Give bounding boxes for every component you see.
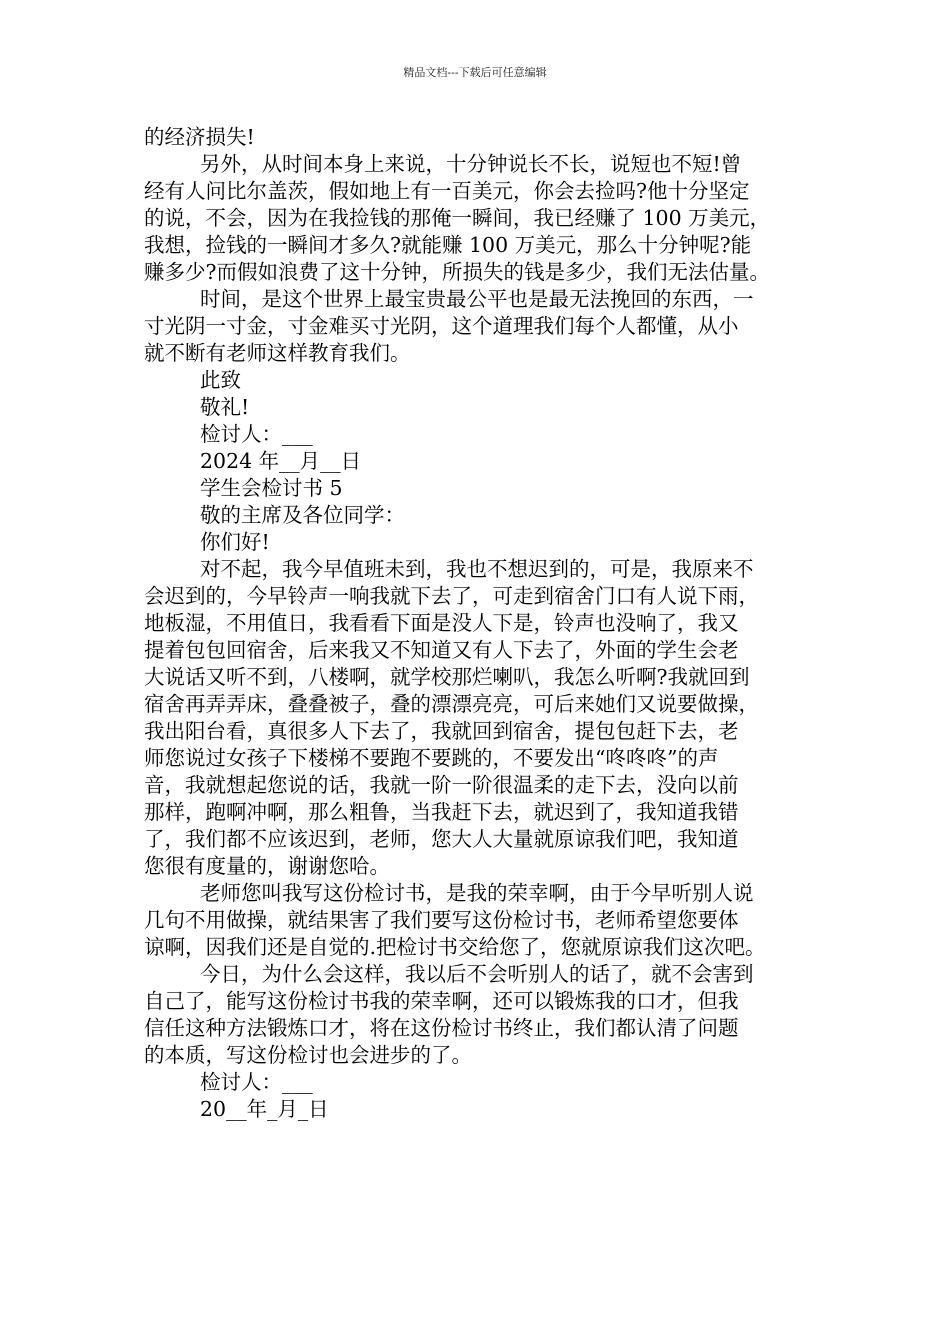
text-line: 另外，从时间本身上来说，十分钟说长不长，说短也不短!曾 <box>200 152 742 176</box>
text-line: 提着包包回宿舍，后来我又不知道又有人下去了，外面的学生会老 <box>144 638 739 662</box>
text-line: 检讨人：___ <box>200 1070 313 1094</box>
text-line: 大说话又听不到，八楼啊，就学校那烂喇叭，我怎么听啊?我就回到 <box>144 665 750 689</box>
text-line: 的经济损失! <box>144 125 255 149</box>
text-line: 敬的主席及各位同学： <box>200 503 405 527</box>
text-line: 我出阳台看，真很多人下去了，我就回到宿舍，提包包赶下去，老 <box>144 719 739 743</box>
text-line: 时间，是这个世界上最宝贵最公平也是最无法挽回的东西，一 <box>200 287 754 311</box>
text-line: 您很有度量的，谢谢您哈。 <box>144 854 390 878</box>
text-line: 几句不用做操，就结果害了我们要写这份检讨书，老师希望您要体 <box>144 908 739 932</box>
text-line: 那样，跑啊冲啊，那么粗鲁，当我赶下去，就迟到了，我知道我错 <box>144 800 739 824</box>
text-line: 的说，不会，因为在我捡钱的那俺一瞬间，我已经赚了 100 万美元， <box>144 206 771 230</box>
text-line: 此致 <box>200 368 241 392</box>
text-line: 20__年_月_日 <box>200 1097 329 1121</box>
page-header: 精品文档---下载后可任意编辑 <box>403 66 547 79</box>
text-line: 谅啊，因我们还是自觉的.把检讨书交给您了，您就原谅我们这次吧。 <box>144 935 766 959</box>
text-line: 你们好! <box>200 530 270 554</box>
text-line: 了，我们都不应该迟到，老师，您大人大量就原谅我们吧，我知道 <box>144 827 739 851</box>
text-line: 会迟到的，今早铃声一响我就下去了，可走到宿舍门口有人说下雨， <box>144 584 759 608</box>
text-line: 经有人问比尔盖茨，假如地上有一百美元，你会去捡吗?他十分坚定 <box>144 179 750 203</box>
text-line: 寸光阴一寸金，寸金难买寸光阴，这个道理我们每个人都懂，从小 <box>144 314 739 338</box>
text-line: 地板湿，不用值日，我看看下面是没人下是，铃声也没响了，我又 <box>144 611 739 635</box>
text-line: 信任这种方法锻炼口才，将在这份检讨书终止，我们都认清了问题 <box>144 1016 739 1040</box>
text-line: 检讨人：___ <box>200 422 313 446</box>
text-line: 今日，为什么会这样，我以后不会听别人的话了，就不会害到 <box>200 962 754 986</box>
text-line: 自己了，能写这份检讨书我的荣幸啊，还可以锻炼我的口才，但我 <box>144 989 739 1013</box>
text-line: 赚多少?而假如浪费了这十分钟，所损失的钱是多少，我们无法估量。 <box>144 260 770 284</box>
text-line: 宿舍再弄弄床，叠叠被子，叠的漂漂亮亮，可后来她们又说要做操， <box>144 692 759 716</box>
text-line: 2024 年__月__日 <box>200 449 362 473</box>
text-line: 就不断有老师这样教育我们。 <box>144 341 411 365</box>
text-line: 老师您叫我写这份检讨书，是我的荣幸啊，由于今早听别人说 <box>200 881 754 905</box>
text-line: 学生会检讨书 5 <box>200 476 343 500</box>
text-line: 对不起，我今早值班未到，我也不想迟到的，可是，我原来不 <box>200 557 754 581</box>
text-line: 敬礼! <box>200 395 250 419</box>
text-line: 师您说过女孩子下楼梯不要跑不要跳的，不要发出“咚咚咚”的声 <box>144 746 719 770</box>
text-line: 我想，捡钱的一瞬间才多久?就能赚 100 万美元，那么十分钟呢?能 <box>144 233 752 257</box>
document-body <box>144 124 824 1123</box>
text-line: 音，我就想起您说的话，我就一阶一阶很温柔的走下去，没向以前 <box>144 773 739 797</box>
text-line: 的本质，写这份检讨也会进步的了。 <box>144 1043 472 1067</box>
